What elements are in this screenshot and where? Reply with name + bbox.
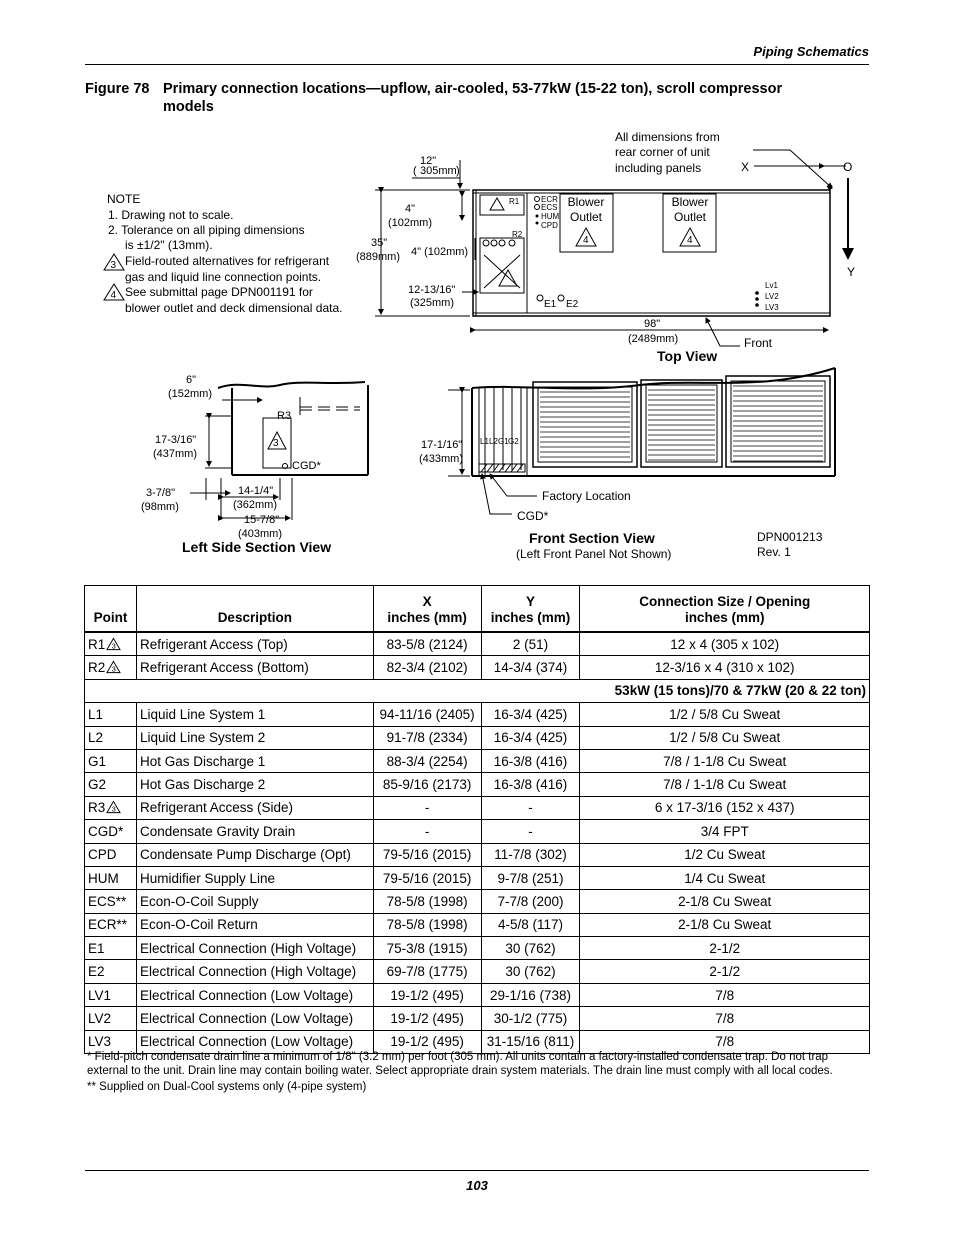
cgd-front-leader (482, 474, 512, 514)
l2-circle-icon (491, 240, 497, 246)
dim-4in: 4" (405, 203, 416, 215)
g1-front-label: G1 (498, 437, 509, 446)
table-cell-point: CPD (85, 843, 137, 866)
table-cell-x: 91-7/8 (2334) (373, 726, 481, 749)
table-cell-x: 85-9/16 (2173) (373, 773, 481, 796)
factory-location-leader (490, 474, 537, 496)
axis-x-label: X (741, 160, 750, 174)
paren-open: ( (413, 165, 417, 177)
note-1: 1. Drawing not to scale. (108, 208, 234, 222)
dim-102mm: (102mm) (388, 217, 433, 229)
table-cell-point: E2 (85, 960, 137, 983)
table-cell-y: 16-3/4 (425) (481, 726, 580, 749)
table-cell-description: Refrigerant Access (Top) (136, 632, 373, 656)
table-footnotes (87, 1050, 867, 1096)
warning-triangle-icon (106, 660, 121, 674)
table-cell-x: 19-1/2 (495) (373, 1030, 481, 1053)
r1-triangle-icon (490, 198, 504, 210)
l1-circle-icon (483, 240, 489, 246)
table-cell-x: 19-1/2 (495) (373, 1007, 481, 1030)
table-header-row (85, 586, 870, 633)
ecr-label: ECR (541, 195, 558, 204)
header-point: Point (85, 586, 137, 633)
r2-label: R2 (512, 230, 523, 239)
front-leader (706, 318, 740, 346)
dim-305mm: 305mm (420, 165, 457, 177)
table-row (85, 820, 870, 843)
dim-6in: 6" (186, 374, 197, 386)
table-cell-x: 94-11/16 (2405) (373, 703, 481, 726)
note-3-number: 3 (110, 260, 117, 271)
connection-diagram (0, 0, 954, 580)
table-row (85, 796, 870, 819)
origin-note-3: including panels (615, 161, 702, 175)
dim-889mm: (889mm) (356, 251, 401, 263)
table-cell-x: 83-5/8 (2124) (373, 632, 481, 656)
table-cell-size: 12 x 4 (305 x 102) (580, 632, 870, 656)
table-row (85, 937, 870, 960)
origin-note-2: rear corner of unit (615, 145, 710, 159)
table-cell-size: 7/8 (580, 983, 870, 1006)
louver-panel-3 (726, 376, 830, 467)
table-cell-size: 12-3/16 x 4 (310 x 102) (580, 656, 870, 679)
front-view-subtitle: (Left Front Panel Not Shown) (516, 547, 672, 561)
dim-403mm: (403mm) (238, 528, 283, 540)
table-cell-point: CGD* (85, 820, 137, 843)
table-cell-size: 6 x 17-3/16 (152 x 437) (580, 796, 870, 819)
footnote-2: ** Supplied on Dual-Cool systems only (4-pipe system) (87, 1081, 367, 1093)
note-4-ref-2: 4 (687, 235, 693, 246)
dim-98in: 98" (644, 318, 661, 330)
table-cell-y: 14-3/4 (374) (481, 656, 580, 679)
blower-1-label: Blower (567, 195, 605, 209)
note-3-ref-r3: 3 (273, 438, 279, 449)
table-cell-y: 2 (51) (481, 632, 580, 656)
figure-title-line1: Primary connection locations—upflow, air-cooled, 53-77kW (15-22 ton), scroll compressor (163, 81, 783, 97)
lv3-dot-icon (755, 303, 759, 307)
svg-text:3: 3 (111, 664, 117, 674)
table-cell-point: ECS** (85, 890, 137, 913)
svg-text:3: 3 (111, 805, 117, 815)
figure-title-line2: models (163, 99, 214, 115)
table-cell-description: Refrigerant Access (Side) (136, 796, 373, 819)
table-cell-size: 2-1/8 Cu Sweat (580, 890, 870, 913)
lv2-label: LV2 (765, 292, 779, 301)
table-cell-y: 11-7/8 (302) (481, 843, 580, 866)
table-row (85, 632, 870, 656)
table-cell-x: 82-3/4 (2102) (373, 656, 481, 679)
table-row (85, 656, 870, 679)
table-cell-x: 75-3/8 (1915) (373, 937, 481, 960)
g2-circle-icon (509, 240, 515, 246)
header-x: X inches (mm) (373, 586, 481, 633)
table-cell-size: 1/2 Cu Sweat (580, 843, 870, 866)
table-cell-size: 7/8 (580, 1030, 870, 1053)
table-row (85, 913, 870, 936)
table-cell-y: 31-15/16 (811) (481, 1030, 580, 1053)
r3-label: R3 (277, 410, 292, 422)
table-cell-description: Hot Gas Discharge 2 (136, 773, 373, 796)
table-cell-size: 2-1/2 (580, 937, 870, 960)
table-cell-point: ECR** (85, 913, 137, 936)
table-cell-point: LV2 (85, 1007, 137, 1030)
hum-dot-icon (536, 215, 539, 218)
hum-label: HUM (541, 212, 560, 221)
note-2b: is ±1/2" (13mm). (125, 238, 213, 252)
lv2-dot-icon (755, 297, 759, 301)
table-cell-x: 79-5/16 (2015) (373, 843, 481, 866)
figure-number: Figure 78 (85, 81, 150, 97)
table-cell-y: 16-3/4 (425) (481, 703, 580, 726)
table-cell-x: 78-5/8 (1998) (373, 913, 481, 936)
louver-panel-1 (533, 382, 637, 467)
e2-circle-icon (558, 295, 564, 301)
dpn-number: DPN001213 (757, 530, 823, 544)
origin-leader (753, 150, 832, 188)
note-4b: blower outlet and deck dimensional data. (125, 301, 343, 315)
table-cell-description: Electrical Connection (Low Voltage) (136, 1030, 373, 1053)
ecs-label: ECS (541, 203, 558, 212)
table-cell-x: 88-3/4 (2254) (373, 749, 481, 772)
table-cell-size: 1/2 / 5/8 Cu Sweat (580, 726, 870, 749)
note-3b: gas and liquid line connection points. (125, 270, 322, 284)
factory-location-label: Factory Location (542, 489, 631, 503)
table-cell-size: 1/2 / 5/8 Cu Sweat (580, 703, 870, 726)
table-cell-description: Liquid Line System 2 (136, 726, 373, 749)
paren-close: ) (456, 165, 460, 177)
table-cell-point: L1 (85, 703, 137, 726)
origin-note-1: All dimensions from (615, 130, 720, 144)
top-view (356, 130, 855, 364)
front-view-title: Front Section View (529, 530, 655, 546)
axis-o-label: O (843, 160, 853, 174)
louver-panel-2 (641, 380, 722, 467)
cgd-label: CGD* (292, 460, 321, 472)
dim-362mm: (362mm) (233, 499, 278, 511)
table-cell-y: 7-7/8 (200) (481, 890, 580, 913)
note-heading: NOTE (107, 192, 141, 206)
table-row (85, 866, 870, 889)
table-cell-description: Electrical Connection (High Voltage) (136, 937, 373, 960)
lv1-label: Lv1 (765, 281, 778, 290)
outlet-2-label: Outlet (673, 210, 707, 224)
outlet-1-label: Outlet (569, 210, 603, 224)
table-cell-description: Liquid Line System 1 (136, 703, 373, 726)
table-cell-description: Electrical Connection (High Voltage) (136, 960, 373, 983)
g1-circle-icon (499, 240, 505, 246)
left-side-section-view (141, 374, 368, 555)
dim-437mm: (437mm) (153, 448, 198, 460)
dim-3-7-8: 3-7/8" (146, 487, 175, 499)
r1-label: R1 (509, 197, 520, 206)
table-cell-x: 19-1/2 (495) (373, 983, 481, 1006)
table-row (85, 749, 870, 772)
table-cell-description: Condensate Gravity Drain (136, 820, 373, 843)
table-cell-size: 7/8 (580, 1007, 870, 1030)
table-row (85, 1007, 870, 1030)
cpd-label: CPD (541, 221, 558, 230)
dim-4in-102: 4" (102mm) (411, 246, 469, 258)
table-cell-point: G2 (85, 773, 137, 796)
table-cell-y: 16-3/8 (416) (481, 773, 580, 796)
drain-pan-hatch (481, 464, 523, 472)
table-cell-size: 1/4 Cu Sweat (580, 866, 870, 889)
table-row (85, 843, 870, 866)
note-2a: 2. Tolerance on all piping dimensions (108, 223, 305, 237)
dim-433mm: (433mm) (419, 453, 464, 465)
table-cell-x: 79-5/16 (2015) (373, 866, 481, 889)
table-cell-description: Econ-O-Coil Supply (136, 890, 373, 913)
table-cell-point: E1 (85, 937, 137, 960)
dim-152mm: (152mm) (168, 388, 213, 400)
note-4-ref-1: 4 (583, 235, 589, 246)
table-cell-x: - (373, 796, 481, 819)
section-title: Piping Schematics (753, 44, 869, 59)
dim-12in: 12" (420, 155, 437, 167)
table-cell-y: 29-1/16 (738) (481, 983, 580, 1006)
table-cell-description: Humidifier Supply Line (136, 866, 373, 889)
table-cell-y: 30 (762) (481, 960, 580, 983)
origin-dot-icon (828, 185, 833, 190)
table-body (85, 632, 870, 1054)
table-cell-size: 7/8 / 1-1/8 Cu Sweat (580, 773, 870, 796)
note-4-number: 4 (110, 290, 117, 301)
table-cell-y: 16-3/8 (416) (481, 749, 580, 772)
top-view-title: Top View (657, 348, 718, 364)
l2-front-label: L2 (489, 437, 498, 446)
table-row (85, 960, 870, 983)
notes-block (104, 192, 342, 315)
ecs-circle-icon (535, 205, 540, 210)
cpd-dot-icon (536, 222, 539, 225)
table-row (85, 726, 870, 749)
table-row (85, 983, 870, 1006)
left-view-title: Left Side Section View (182, 539, 332, 555)
table-cell-y: - (481, 820, 580, 843)
table-cell-description: Electrical Connection (Low Voltage) (136, 1007, 373, 1030)
footnote-1: * Field-pitch condensate drain line a minimum of 1/8" (3.2 mm) per foot (305 mm). All units contain a factory-installed condensate trap. Do not trap external to the unit. Drain line may contain boiling water. Select appropriate drain system materials. The drain line must comply with all local codes. (87, 1051, 833, 1077)
table-cell-point: LV1 (85, 983, 137, 1006)
table-cell-point: R3 3 (85, 796, 137, 819)
dim-14-1-4: 14-1/4" (238, 485, 274, 497)
table-row (85, 890, 870, 913)
warning-triangle-icon (106, 800, 121, 814)
dim-35in: 35" (371, 237, 388, 249)
table-cell-size: 2-1/2 (580, 960, 870, 983)
dim-2489mm: (2489mm) (628, 333, 679, 345)
table-cell-y: 30 (762) (481, 937, 580, 960)
table-cell-size: 3/4 FPT (580, 820, 870, 843)
ecr-circle-icon (535, 197, 540, 202)
table-cell-y: - (481, 796, 580, 819)
lv1-dot-icon (755, 291, 759, 295)
revision: Rev. 1 (757, 545, 791, 559)
table-row (85, 703, 870, 726)
table-cell-point: G1 (85, 749, 137, 772)
l1-front-label: L1 (480, 437, 489, 446)
table-cell-point: R1 3 (85, 632, 137, 656)
table-cell-x: 69-7/8 (1775) (373, 960, 481, 983)
header-description: Description (136, 586, 373, 633)
table-cell-size: 7/8 / 1-1/8 Cu Sweat (580, 749, 870, 772)
dim-98mm: (98mm) (141, 501, 179, 513)
table-cell-y: 4-5/8 (117) (481, 913, 580, 936)
note-3a: Field-routed alternatives for refrigerant (125, 254, 330, 268)
connection-table (84, 585, 870, 1054)
svg-text:3: 3 (111, 641, 117, 651)
dim-12-13-16: 12-13/16" (408, 284, 456, 296)
axis-y-label: Y (847, 265, 856, 279)
table-cell-description: Electrical Connection (Low Voltage) (136, 983, 373, 1006)
header-size: Connection Size / Opening inches (mm) (580, 586, 870, 633)
dim-17-1-16: 17-1/16" (421, 439, 463, 451)
header-y: Y inches (mm) (481, 586, 580, 633)
table-cell-y: 9-7/8 (251) (481, 866, 580, 889)
footer-rule (85, 1170, 869, 1171)
dim-325mm: (325mm) (410, 297, 455, 309)
g2-front-label: G2 (508, 437, 519, 446)
table-cell-size: 2-1/8 Cu Sweat (580, 913, 870, 936)
lv3-label: LV3 (765, 303, 779, 312)
louver-slats (540, 386, 823, 461)
table-cell-y: 30-1/2 (775) (481, 1007, 580, 1030)
front-label: Front (744, 336, 773, 350)
dim-15-7-8: 15-7/8" (244, 514, 280, 526)
front-section-view (419, 368, 835, 561)
e1-circle-icon (537, 295, 543, 301)
table-cell-x: - (373, 820, 481, 843)
page-number: 103 (466, 1178, 488, 1193)
table-row (85, 773, 870, 796)
e2-label: E2 (566, 299, 579, 310)
warning-triangle-icon (106, 637, 121, 651)
table-cell-description: Condensate Pump Discharge (Opt) (136, 843, 373, 866)
table-subheader-row (85, 679, 870, 702)
cgd-front-label: CGD* (517, 509, 549, 523)
table-cell-point: R2 3 (85, 656, 137, 679)
dim-17-3-16: 17-3/16" (155, 434, 197, 446)
table-subheader: 53kW (15 tons)/70 & 77kW (20 & 22 ton) (85, 679, 870, 702)
table-cell-point: L2 (85, 726, 137, 749)
table-cell-description: Refrigerant Access (Bottom) (136, 656, 373, 679)
e1-label: E1 (544, 299, 557, 310)
note-4a: See submittal page DPN001191 for (125, 285, 313, 299)
break-line (218, 382, 365, 388)
table-cell-point: HUM (85, 866, 137, 889)
table-cell-point: LV3 (85, 1030, 137, 1053)
table-cell-description: Hot Gas Discharge 1 (136, 749, 373, 772)
blower-2-label: Blower (671, 195, 709, 209)
table-cell-description: Econ-O-Coil Return (136, 913, 373, 936)
table-cell-x: 78-5/8 (1998) (373, 890, 481, 913)
